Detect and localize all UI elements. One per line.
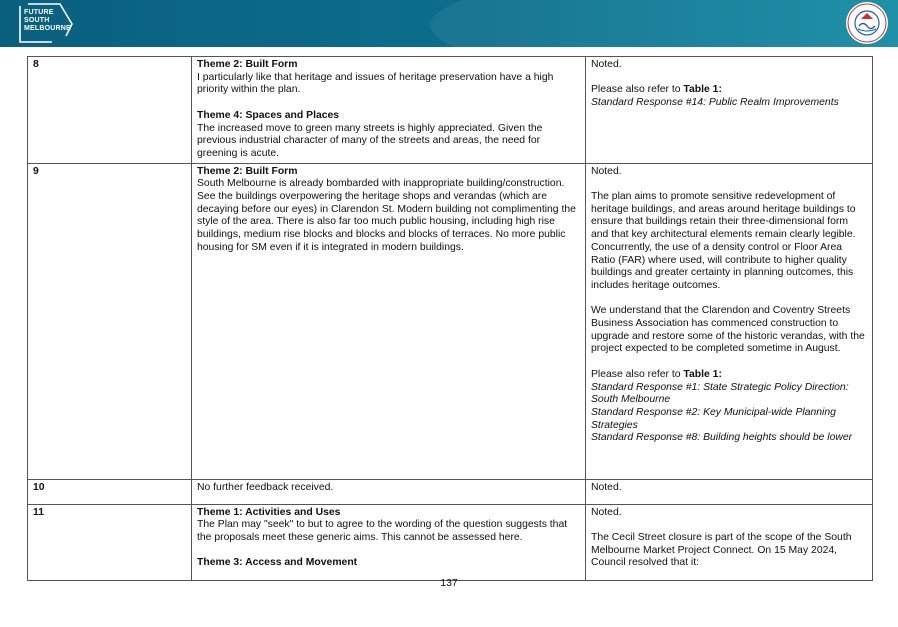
- header-banner: [0, 0, 898, 47]
- response-intro: Noted.: [591, 506, 622, 518]
- refer-table: Table 1:: [683, 368, 722, 380]
- submissions-response-table: [27, 56, 873, 581]
- response-intro: Noted.: [591, 481, 622, 493]
- response-cell: [586, 57, 873, 164]
- feedback-text: South Melbourne is already bombarded with inappropriate building/construction. See the buildings overpowering the heritage shops and verandas (which are decaying before our eyes) in Clarendon St. Modern building not complimenting the style of the area. There is also far too much public housing, including high rise buildings, medium rise blocks and blocks and blocks of terraces. No more public housing for SM even if it is integrated in modern buildings.: [197, 178, 576, 253]
- feedback-cell: [192, 57, 586, 164]
- response-paragraph: The Cecil Street closure is part of the scope of the South Melbourne Market Project Connect. On 15 May 2024, Council resolved that it:: [591, 532, 852, 569]
- response-cell: [586, 479, 873, 504]
- response-cell: [586, 504, 873, 580]
- table-row: [28, 57, 873, 164]
- response-cell: [586, 163, 873, 479]
- logo-line-3: MELBOURNE: [24, 25, 71, 32]
- logo-line-1: FUTURE: [24, 9, 54, 16]
- feedback-text: The increased move to green many streets is highly appreciated. Given the previous industrial character of many of the streets and areas, the need for greening is acute.: [197, 122, 543, 159]
- table-row: [28, 504, 873, 580]
- response-intro: Noted.: [591, 59, 622, 70]
- city-of-port-phillip-seal: [846, 2, 888, 44]
- response-paragraph: The plan aims to promote sensitive redevelopment of heritage buildings, and areas around heritage buildings to ensure that buildings retain their three-dimensional form and that key architectural elements remain clearly legible. Concurrently, the use of a density control or Floor Area Ratio (FAR) where used, will contribute to higher quality buildings and greater certainty in planning outcomes, this includes heritage outcomes.: [591, 191, 856, 291]
- feedback-text: No further feedback received.: [197, 481, 334, 493]
- submission-number: 11: [28, 504, 192, 580]
- feedback-cell: [192, 479, 586, 504]
- standard-response: Standard Response #14: Public Realm Improvements: [591, 97, 839, 109]
- feedback-cell: [192, 163, 586, 479]
- refer-line: [591, 84, 867, 97]
- future-south-melbourne-logo: [14, 2, 84, 44]
- logo-wordmark: [24, 9, 71, 33]
- response-intro: Noted.: [591, 165, 622, 177]
- refer-table: Table 1:: [683, 84, 722, 96]
- theme-heading: Theme 3: Access and Movement: [197, 557, 358, 569]
- submission-number: 9: [28, 163, 192, 479]
- submission-number: 10: [28, 479, 192, 504]
- standard-response: Standard Response #2: Key Municipal-wide Planning Strategies: [591, 406, 836, 431]
- table-row: [28, 479, 873, 504]
- theme-heading: Theme 1: Activities and Uses: [197, 506, 341, 518]
- feedback-cell: [192, 504, 586, 580]
- banner-decoration: [430, 0, 898, 47]
- feedback-text: The Plan may "seek" to but to agree to the wording of the question suggests that the proposals meet these generic aims. This cannot be assessed here.: [197, 519, 568, 544]
- seal-emblem-icon: [846, 2, 888, 44]
- theme-heading: Theme 2: Built Form: [197, 165, 298, 177]
- logo-line-2: SOUTH: [24, 17, 50, 24]
- refer-line: [591, 369, 867, 382]
- feedback-text: I particularly like that heritage and issues of heritage preservation have a high priority within the plan.: [197, 71, 554, 96]
- page-number: 137: [440, 577, 458, 589]
- response-paragraph: We understand that the Clarendon and Coventry Streets Business Association has commenced construction to upgrade and restore some of the historic verandas, with the project expected to be completed sometime in August.: [591, 305, 865, 355]
- refer-prefix: Please also refer to: [591, 84, 684, 96]
- standard-response: Standard Response #1: State Strategic Policy Direction: South Melbourne: [591, 381, 849, 406]
- table-row: [28, 163, 873, 479]
- theme-heading: Theme 4: Spaces and Places: [197, 109, 340, 121]
- submission-number: 8: [28, 57, 192, 164]
- refer-prefix: Please also refer to: [591, 368, 684, 380]
- standard-response: Standard Response #8: Building heights should be lower: [591, 432, 853, 444]
- theme-heading: Theme 2: Built Form: [197, 59, 298, 70]
